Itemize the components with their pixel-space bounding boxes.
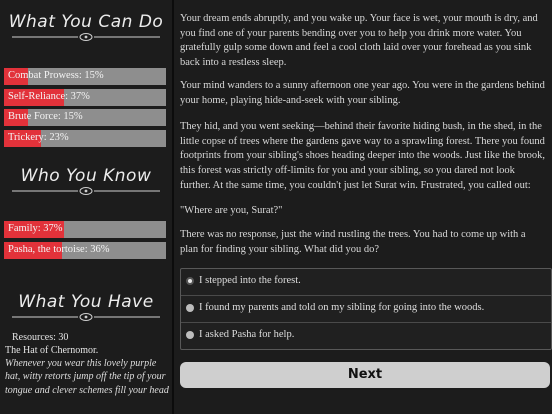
radio-selected-icon[interactable] <box>186 277 194 285</box>
resources-count: Resources: 30 <box>12 332 69 343</box>
choice-label: I found my parents and told on my sibling for going into the woods. <box>199 302 485 313</box>
radio-icon[interactable] <box>186 331 194 339</box>
item-description: Whenever you wear this lovely purple hat, witty retorts jump off the tip of your tongue and clever schemes fill your head <box>5 358 169 396</box>
stat-label: Pasha, the tortoise: 36% <box>8 244 110 255</box>
choice-label: I asked Pasha for help. <box>199 329 295 340</box>
story-paragraph: "Where are you, Surat?" <box>180 205 283 216</box>
panel-divider <box>172 0 174 414</box>
flourish-divider <box>10 312 162 322</box>
stat-brute-force <box>4 109 166 126</box>
stat-pasha <box>4 242 166 259</box>
choice-option[interactable] <box>181 295 551 322</box>
stats-sidebar <box>0 0 172 414</box>
story-paragraph: They hid, and you went seeking—behind their favorite hiding bush, in the shed, in the little copse of trees where the gardens gave way to a sprawling forest. There you found footprints from your sibling's shoes heading deeper into the woods. Just like the brook, this forest was strictly off-limits for you and your sibling, so you dared not look further. At the same time, you couldn't just let Surat win. Frustrated, you called out: <box>180 121 545 191</box>
stat-label: Self-Reliance: 37% <box>8 91 90 102</box>
stat-label: Family: 37% <box>8 223 63 234</box>
story-paragraph: There was no response, just the wind rustling the trees. You had to come up with a plan for finding your sibling. What did you do? <box>180 229 526 255</box>
stat-label: Trickery: 23% <box>8 132 69 143</box>
stat-combat-prowess <box>4 68 166 85</box>
item-name: The Hat of Chernomor. <box>5 345 99 356</box>
radio-icon[interactable] <box>186 304 194 312</box>
story-paragraph: Your mind wanders to a sunny afternoon one year ago. You were in the gardens behind your home, playing hide-and-seek with your sibling. <box>180 80 545 106</box>
story-paragraph: Your dream ends abruptly, and you wake up. Your face is wet, your mouth is dry, and you find one of your parents bending over you to help you drink more water. You gratefully gulp some down and feel a cool cloth laid over your forehead as you sink back into a restless sleep. <box>180 13 538 69</box>
choice-option[interactable] <box>181 322 551 349</box>
flourish-divider <box>10 32 162 42</box>
choice-list <box>180 268 552 350</box>
stat-self-reliance <box>4 89 166 106</box>
story-panel <box>176 0 552 414</box>
relations-heading: Who You Know <box>20 166 152 186</box>
items-heading: What You Have <box>18 292 154 312</box>
stat-trickery <box>4 130 166 147</box>
stat-family <box>4 221 166 238</box>
stat-label: Brute Force: 15% <box>8 111 83 122</box>
choice-option[interactable] <box>181 269 551 295</box>
stat-label: Combat Prowess: 15% <box>8 70 104 81</box>
flourish-divider <box>10 186 162 196</box>
choice-label: I stepped into the forest. <box>199 275 301 286</box>
skills-heading: What You Can Do <box>8 12 164 32</box>
next-button[interactable]: Next <box>180 362 550 388</box>
